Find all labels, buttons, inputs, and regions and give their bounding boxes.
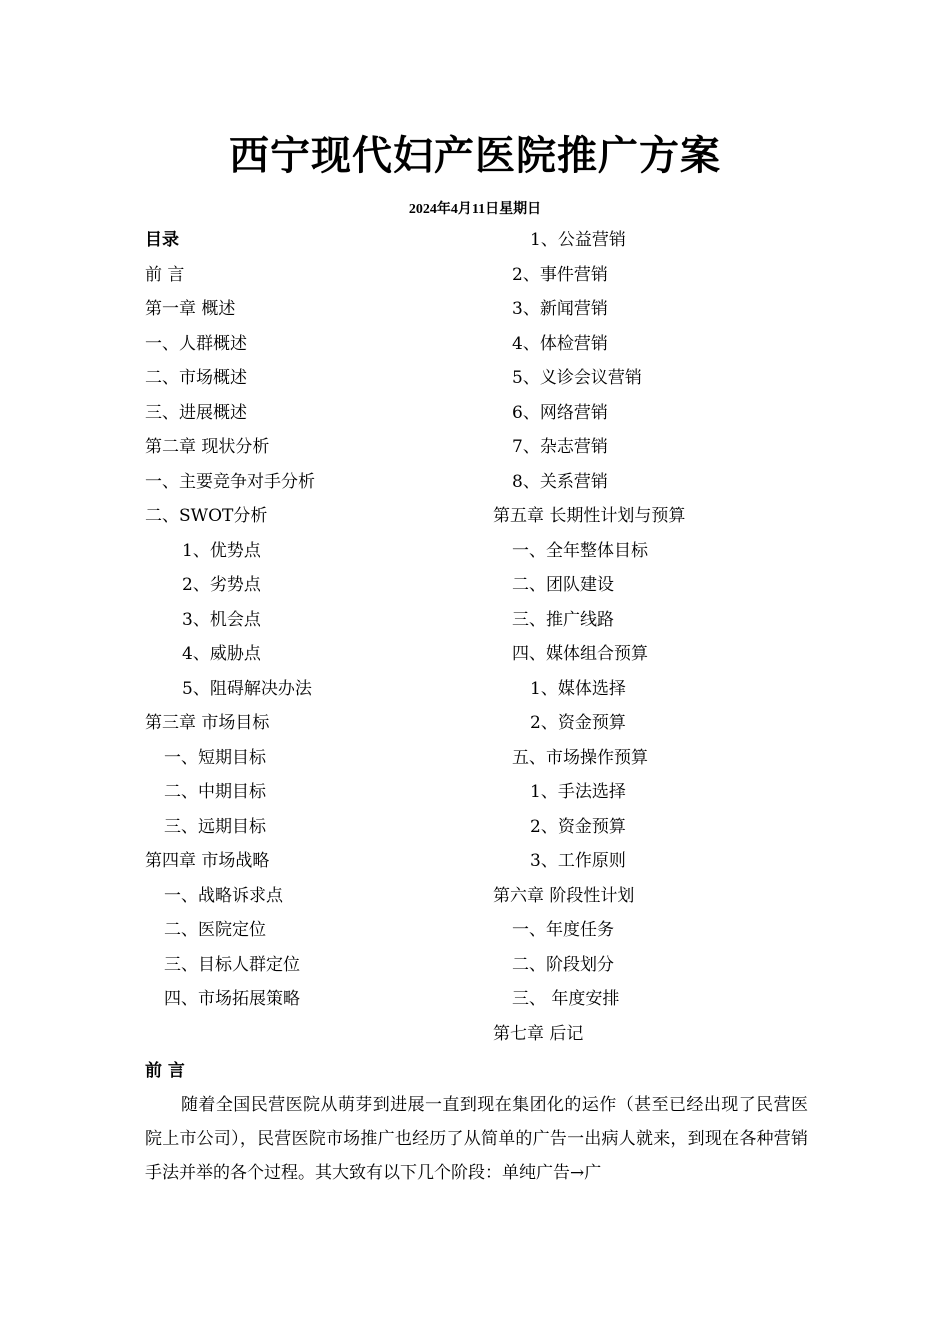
toc-entry[interactable]: 一、人群概述 xyxy=(145,333,247,354)
toc-entry[interactable]: 一、战略诉求点 xyxy=(164,885,283,906)
toc-right-column xyxy=(493,222,685,1050)
toc-entry[interactable]: 四、媒体组合预算 xyxy=(512,644,648,664)
toc-entry[interactable]: 二、团队建设 xyxy=(512,575,614,595)
toc-entry[interactable]: 第七章 后记 xyxy=(493,1023,584,1044)
toc-entry[interactable]: 第六章 阶段性计划 xyxy=(493,885,635,906)
toc-entry[interactable]: 3、工作原则 xyxy=(530,851,626,871)
toc-entry[interactable]: 二、医院定位 xyxy=(164,920,266,940)
toc-entry[interactable]: 7、杂志营销 xyxy=(512,437,608,457)
toc-entry[interactable]: 三、进展概述 xyxy=(145,402,247,423)
toc-entry[interactable]: 一、短期目标 xyxy=(164,747,266,768)
toc-left-column xyxy=(145,222,315,1016)
toc-entry[interactable]: 6、网络营销 xyxy=(512,402,608,423)
toc-entry[interactable]: 1、优势点 xyxy=(182,540,261,561)
toc-entry[interactable]: 3、新闻营销 xyxy=(512,299,608,319)
toc-entry[interactable]: 三、 年度安排 xyxy=(512,989,620,1009)
preface-heading: 前 言 xyxy=(145,1061,185,1081)
toc-entry[interactable]: 四、市场拓展策略 xyxy=(164,989,300,1009)
document-date: 2024年4月11日星期日 xyxy=(408,202,542,217)
toc-entry[interactable]: 1、公益营销 xyxy=(530,230,626,250)
toc-entry[interactable]: 1、手法选择 xyxy=(530,782,626,802)
preface-paragraph: 随着全国民营医院从萌芽到进展一直到现在集团化的运作（甚至已经出现了民营医院上市公司），民营医院市场推广也经历了从简单的广告一出病人就来，到现在各种营销手法并举的各个过程。其大致有以下几个阶段：单纯广告→广 xyxy=(145,1095,808,1183)
toc-entry[interactable]: 一、全年整体目标 xyxy=(512,540,648,561)
toc-entry[interactable]: 2、劣势点 xyxy=(182,575,261,595)
toc-entry[interactable]: 2、资金预算 xyxy=(530,816,626,837)
toc-entry[interactable]: 3、机会点 xyxy=(182,609,261,630)
toc-entry[interactable]: 二、中期目标 xyxy=(164,782,266,802)
document-title: 西宁现代妇产医院推广方案 xyxy=(229,132,721,179)
toc-entry[interactable]: 4、威胁点 xyxy=(182,644,261,664)
toc-entry[interactable]: 5、阻碍解决办法 xyxy=(182,678,312,699)
toc-entry[interactable]: 第一章 概述 xyxy=(145,299,236,319)
toc-entry[interactable]: 4、体检营销 xyxy=(512,333,608,354)
toc-entry[interactable]: 第五章 长期性计划与预算 xyxy=(493,506,686,526)
toc-entry[interactable]: 第三章 市场目标 xyxy=(145,713,270,733)
toc-entry[interactable]: 一、年度任务 xyxy=(512,920,614,940)
toc-entry[interactable]: 二、阶段划分 xyxy=(512,954,614,975)
toc-entry[interactable]: 二、SWOT分析 xyxy=(145,506,268,526)
toc-entry[interactable]: 1、媒体选择 xyxy=(530,678,626,699)
toc-entry[interactable]: 8、关系营销 xyxy=(512,471,608,492)
toc-entry[interactable]: 2、资金预算 xyxy=(530,713,626,733)
toc-heading: 目录 xyxy=(145,230,179,250)
toc-entry[interactable]: 三、目标人群定位 xyxy=(164,954,300,975)
toc-entry[interactable]: 五、市场操作预算 xyxy=(512,747,648,768)
toc-entry[interactable]: 2、事件营销 xyxy=(512,264,608,285)
toc-entry[interactable]: 三、远期目标 xyxy=(164,816,266,837)
toc-entry[interactable]: 第四章 市场战略 xyxy=(145,851,270,871)
toc-entry[interactable]: 二、市场概述 xyxy=(145,368,247,388)
toc-entry[interactable]: 一、主要竞争对手分析 xyxy=(145,471,315,492)
toc-entry[interactable]: 前 言 xyxy=(145,264,185,285)
toc-entry[interactable]: 第二章 现状分析 xyxy=(145,437,270,457)
toc-entry[interactable]: 三、推广线路 xyxy=(512,609,614,630)
toc-entry[interactable]: 5、义诊会议营销 xyxy=(512,368,642,388)
